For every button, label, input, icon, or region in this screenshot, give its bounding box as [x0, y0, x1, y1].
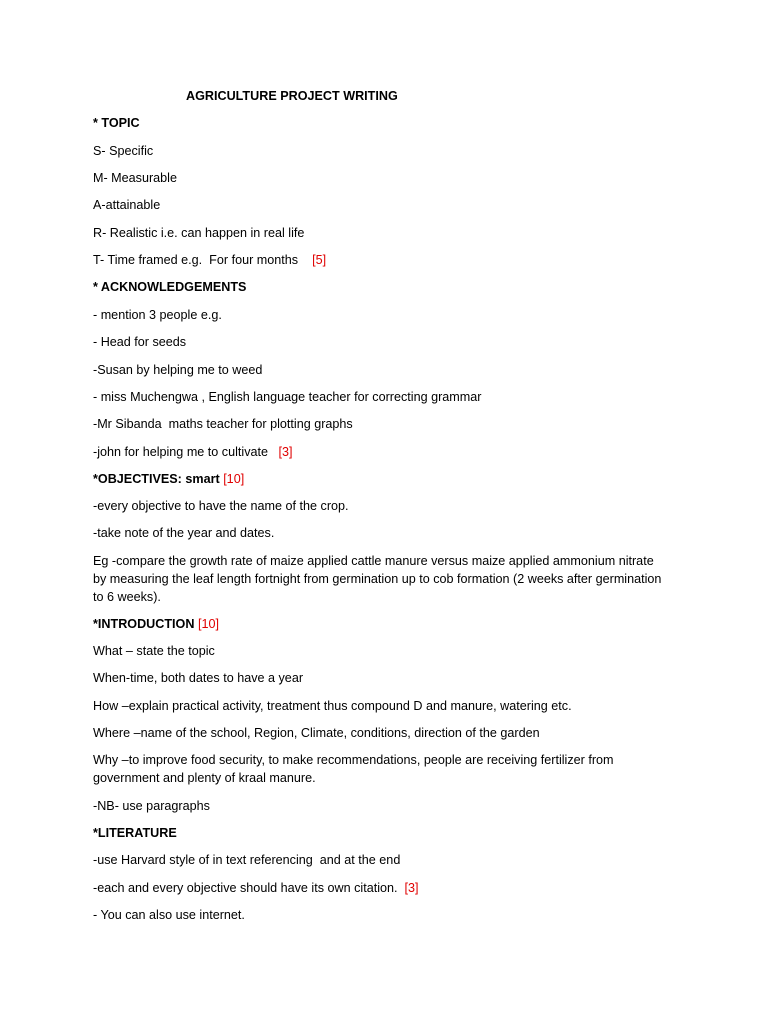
- literature-marks: [3]: [404, 881, 419, 895]
- topic-attainable: A-attainable: [93, 198, 161, 212]
- topic-time-framed: [93, 251, 326, 269]
- introduction-marks: [10]: [197, 617, 219, 631]
- topic-realistic: R- Realistic i.e. can happen in real life: [93, 226, 305, 240]
- acknowledgements-line-3: -Susan by helping me to weed: [93, 363, 263, 377]
- objectives-line-1: -every objective to have the name of the crop.: [93, 499, 349, 513]
- introduction-where: Where –name of the school, Region, Climate, conditions, direction of the garden: [93, 726, 540, 740]
- introduction-why: Why –to improve food security, to make recommendations, people are receiving fertilizer from government and plenty of kraal manure.: [93, 753, 614, 785]
- acknowledgements-marks: [3]: [278, 445, 293, 459]
- introduction-nb: -NB- use paragraphs: [93, 799, 210, 813]
- acknowledgements-line-2: - Head for seeds: [93, 335, 187, 349]
- topic-specific: S- Specific: [93, 144, 154, 158]
- document-title: AGRICULTURE PROJECT WRITING: [186, 89, 398, 103]
- introduction-what: What – state the topic: [93, 644, 215, 658]
- objectives-heading-text: *OBJECTIVES: smart: [93, 472, 220, 486]
- topic-marks: [5]: [312, 253, 327, 267]
- topic-time-framed-text: T- Time framed e.g. For four months: [93, 253, 299, 267]
- acknowledgements-line-5: -Mr Sibanda maths teacher for plotting graphs: [93, 417, 353, 431]
- introduction-heading-text: *INTRODUCTION: [93, 617, 195, 631]
- acknowledgements-line-4: - miss Muchengwa , English language teacher for correcting grammar: [93, 390, 482, 404]
- literature-line-2: [93, 879, 419, 897]
- objectives-heading: [93, 470, 244, 488]
- topic-heading: * TOPIC: [93, 116, 140, 130]
- objectives-marks: [10]: [223, 472, 245, 486]
- literature-line-2-text: -each and every objective should have its own citation.: [93, 881, 398, 895]
- acknowledgements-heading: * ACKNOWLEDGEMENTS: [93, 280, 247, 294]
- topic-measurable: M- Measurable: [93, 171, 177, 185]
- acknowledgements-line-1: - mention 3 people e.g.: [93, 308, 222, 322]
- acknowledgements-line-6: [93, 443, 293, 461]
- literature-line-1: -use Harvard style of in text referencing and at the end: [93, 853, 401, 867]
- acknowledgements-line-6-text: -john for helping me to cultivate: [93, 445, 269, 459]
- objectives-example: Eg -compare the growth rate of maize applied cattle manure versus maize applied ammonium nitrate by measuring the leaf length fortnight from germination up to cob formation (2 weeks after germination to 6 weeks).: [93, 554, 662, 604]
- objectives-line-2: -take note of the year and dates.: [93, 526, 275, 540]
- literature-line-3: - You can also use internet.: [93, 908, 245, 922]
- introduction-how: How –explain practical activity, treatment thus compound D and manure, watering etc.: [93, 699, 572, 713]
- introduction-heading: [93, 615, 219, 633]
- introduction-when: When-time, both dates to have a year: [93, 671, 304, 685]
- literature-heading: *LITERATURE: [93, 826, 177, 840]
